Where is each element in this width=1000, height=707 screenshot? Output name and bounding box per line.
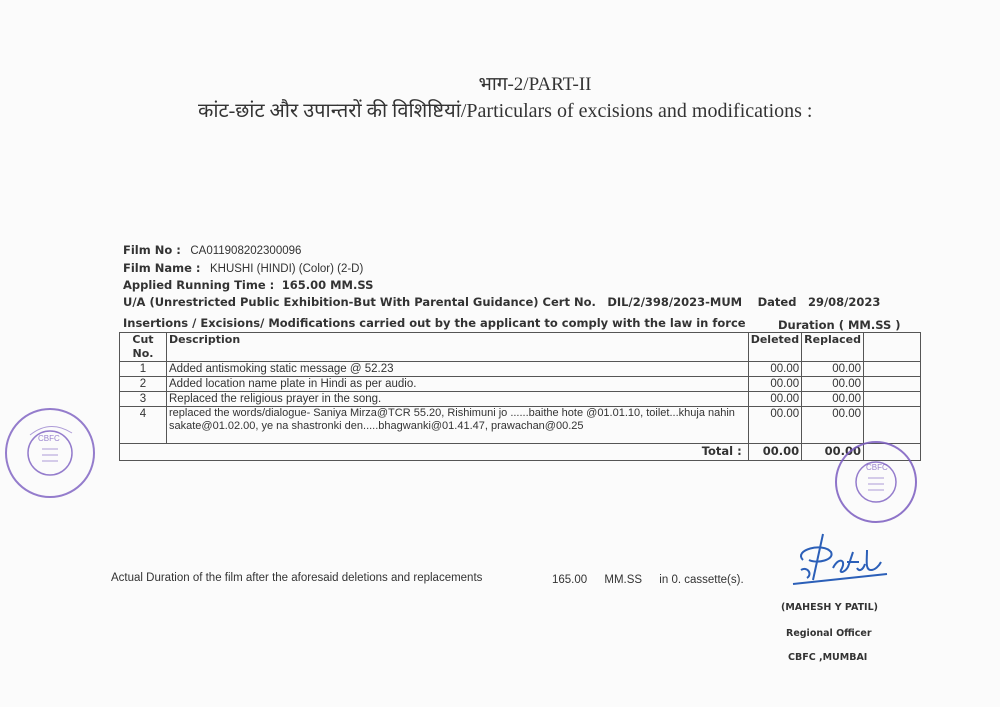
cut-no: 4 — [120, 407, 167, 444]
total-deleted: 00.00 — [748, 444, 801, 461]
cbfc-seal-right — [828, 440, 924, 524]
table-row — [120, 392, 921, 407]
header-cut-no: Cut No. — [120, 333, 167, 362]
cut-extra — [864, 407, 921, 444]
signatory-office: CBFC ,MUMBAI — [788, 652, 868, 663]
cbfc-seal-left — [2, 405, 98, 501]
film-no-value: CA011908202300096 — [190, 245, 302, 257]
duration-heading: Duration ( MM.SS ) — [778, 318, 901, 332]
cut-no: 1 — [120, 362, 167, 377]
cut-extra — [864, 377, 921, 392]
actual-duration-value: 165.00 — [552, 574, 588, 586]
cut-description: Added antismoking static message @ 52.23 — [167, 362, 749, 377]
certificate-label: U/A (Unrestricted Public Exhibition-But With Parental Guidance) Cert No. — [123, 295, 596, 309]
actual-duration-line — [552, 574, 758, 586]
cut-extra — [864, 362, 921, 377]
total-row — [120, 444, 921, 461]
film-no-label: Film No : — [123, 243, 181, 257]
excisions-table — [119, 332, 921, 461]
running-time-label: Applied Running Time : — [123, 278, 275, 292]
cut-replaced: 00.00 — [802, 377, 864, 392]
actual-duration-label: Actual Duration of the film after the aforesaid deletions and replacements — [111, 572, 483, 584]
cut-deleted: 00.00 — [748, 392, 801, 407]
actual-duration-unit: MM.SS — [604, 574, 643, 586]
film-name-label: Film Name : — [123, 261, 201, 275]
film-name-line — [123, 261, 363, 275]
signatory-name: (MAHESH Y PATIL) — [781, 602, 878, 613]
certificate-number: DIL/2/398/2023-MUM — [607, 295, 743, 309]
certificate-line — [123, 295, 880, 309]
dated-label: Dated — [757, 295, 797, 309]
table-row — [120, 377, 921, 392]
cut-replaced: 00.00 — [802, 407, 864, 444]
header-replaced: Replaced — [802, 333, 864, 362]
film-name-value: KHUSHI (HINDI) (Color) (2-D) — [209, 263, 364, 275]
signatory-title: Regional Officer — [786, 628, 872, 639]
running-time-line — [123, 278, 373, 292]
cut-deleted: 00.00 — [748, 362, 801, 377]
header-deleted: Deleted — [748, 333, 801, 362]
cut-no: 3 — [120, 392, 167, 407]
cassette-count: in 0. cassette(s). — [659, 574, 744, 586]
header-empty — [864, 333, 921, 362]
cut-replaced: 00.00 — [802, 362, 864, 377]
part-heading: भाग-2/PART-II — [478, 74, 592, 95]
cut-description: Added location name plate in Hindi as per audio. — [167, 377, 749, 392]
cut-no: 2 — [120, 377, 167, 392]
cut-deleted: 00.00 — [748, 407, 801, 444]
insertions-heading: Insertions / Excisions/ Modifications carried out by the applicant to comply with the law in force — [123, 316, 746, 330]
running-time-value: 165.00 MM.SS — [281, 278, 374, 292]
cut-deleted: 00.00 — [748, 377, 801, 392]
header-description: Description — [167, 333, 749, 362]
signature-image — [783, 530, 893, 590]
table-row — [120, 407, 921, 444]
total-replaced: 00.00 — [802, 444, 864, 461]
total-label: Total : — [120, 444, 749, 461]
cut-description: Replaced the religious prayer in the song. — [167, 392, 749, 407]
cut-replaced: 00.00 — [802, 392, 864, 407]
cut-extra — [864, 392, 921, 407]
table-row — [120, 362, 921, 377]
svg-text:CBFC: CBFC — [866, 463, 888, 472]
film-no-line — [123, 243, 301, 257]
document-title: कांट-छांट और उपान्तरों की विशिष्टियां/Particulars of excisions and modifications : — [198, 100, 813, 122]
table-header-row — [120, 333, 921, 362]
certificate-date: 29/08/2023 — [807, 295, 881, 309]
cut-description: replaced the words/dialogue- Saniya Mirza@TCR 55.20, Rishimuni jo ......baithe hote @01.01.10, toilet...khuja nahin sakate@01.02.00, ye na shastronki den.....bhagwanki@01.41.47, prawachan@00.25 — [167, 407, 749, 444]
svg-text:CBFC: CBFC — [38, 434, 60, 443]
